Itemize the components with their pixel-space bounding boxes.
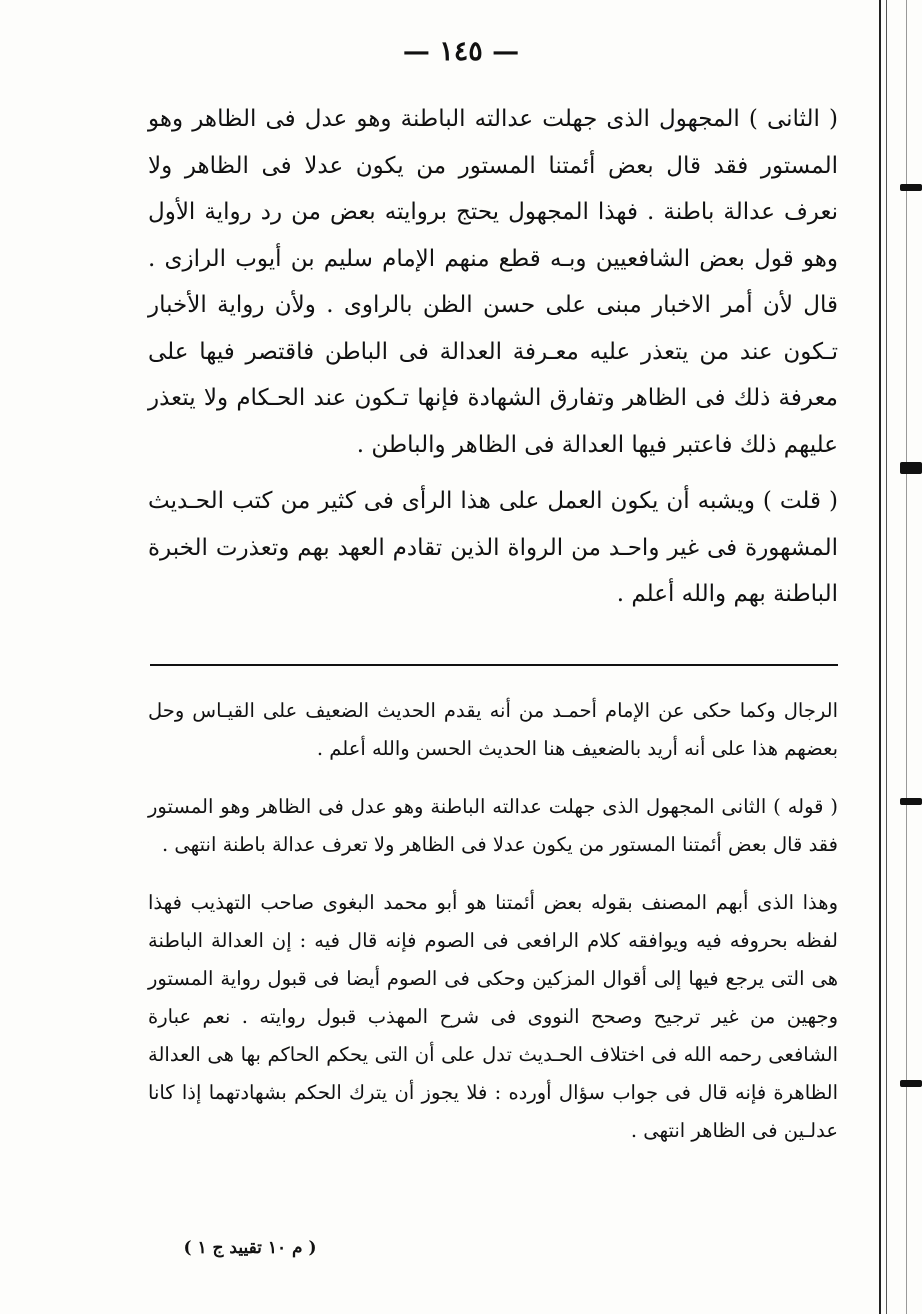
edge-mark bbox=[900, 462, 922, 474]
footnote-paragraph: وهذا الذى أبهم المصنف بقوله بعض أئمتنا هو أبو محمد البغوى صاحب التهذيب فهذا لفظه بحروفه فيه ويوافقه كلام الرافعى فى الصوم فإنه قال فيه : إن العدالة الباطنة هى التى يرجع فيها إلى أقوال المزكين وحكى فى الصوم أيضا فى قبول رواية المستور وجهين من غير ترجيح وصحح النووى فى شرح المهذب قبول روايته . نعم عبارة الشافعى رحمه الله فى اختلاف الحـديث تدل على أن التى يحكم الحاكم بها هى العدالة الظاهرة فإنه قال فى جواب سؤال أورده : فلا يجوز أن يترك الحكم بشهادتهما إذا كانا عدلـين فى الظاهر انتهى . bbox=[148, 891, 838, 1142]
footnote-paragraph: ( قوله ) الثانى المجهول الذى جهلت عدالته الباطنة وهو عدل فى الظاهر وهو المستور فقد قال بعض أئمتنا المستور من يكون عدلا فى الظاهر ولا تعرف عدالة باطنة انتهى . bbox=[148, 795, 838, 856]
edge-mark bbox=[900, 184, 922, 191]
printer-signature: ( م ١٠ تقييد ج ١ ) bbox=[183, 1238, 317, 1258]
page-edge-line bbox=[886, 0, 887, 1314]
edge-mark bbox=[900, 798, 922, 805]
footnote-paragraph: الرجال وكما حكى عن الإمام أحمـد من أنه يقدم الحديث الضعيف على القيـاس وحل بعضهم هذا على أنه أريد بالضعيف هنا الحديث الحسن والله أعلم . bbox=[148, 699, 838, 760]
page-edge-line bbox=[906, 0, 907, 1314]
footnote-text bbox=[148, 692, 838, 1150]
main-paragraph: ( الثانى ) المجهول الذى جهلت عدالته الباطنة وهو عدل فى الظاهر وهو المستور فقد قال بعض أئمتنا المستور من يكون عدلا فى الظاهر ولا نعرف عدالة باطنة . فهذا المجهول يحتج بروايته بعض من رد رواية الأول وهو قول بعض الشافعيين وبـه قطع منهم الإمام سليم بن أيوب الرازى . قال لأن أمر الاخبار مبنى على حسن الظن بالراوى . ولأن رواية الأخبار تـكون عند من يتعذر عليه معـرفة العدالة فى الباطن فاقتصر فيها على معرفة ذلك فى الظاهر وتفارق الشهادة فإنها تـكون عند الحـكام ولا يتعذر عليهم ذلك فاعتبر فيها العدالة فى الظاهر والباطن . bbox=[148, 106, 838, 458]
main-text bbox=[148, 96, 838, 618]
footnote-divider bbox=[150, 664, 838, 666]
page-number: — ١٤٥ — bbox=[402, 36, 520, 67]
main-paragraph: ( قلت ) ويشبه أن يكون العمل على هذا الرأى فى كثير من كتب الحـديث المشهورة فى غير واحـد من الرواة الذين تقادم العهد بهم وتعذرت الخبرة الباطنة بهم والله أعلم . bbox=[148, 488, 838, 607]
edge-mark bbox=[900, 1080, 922, 1087]
page-edge-line bbox=[879, 0, 881, 1314]
